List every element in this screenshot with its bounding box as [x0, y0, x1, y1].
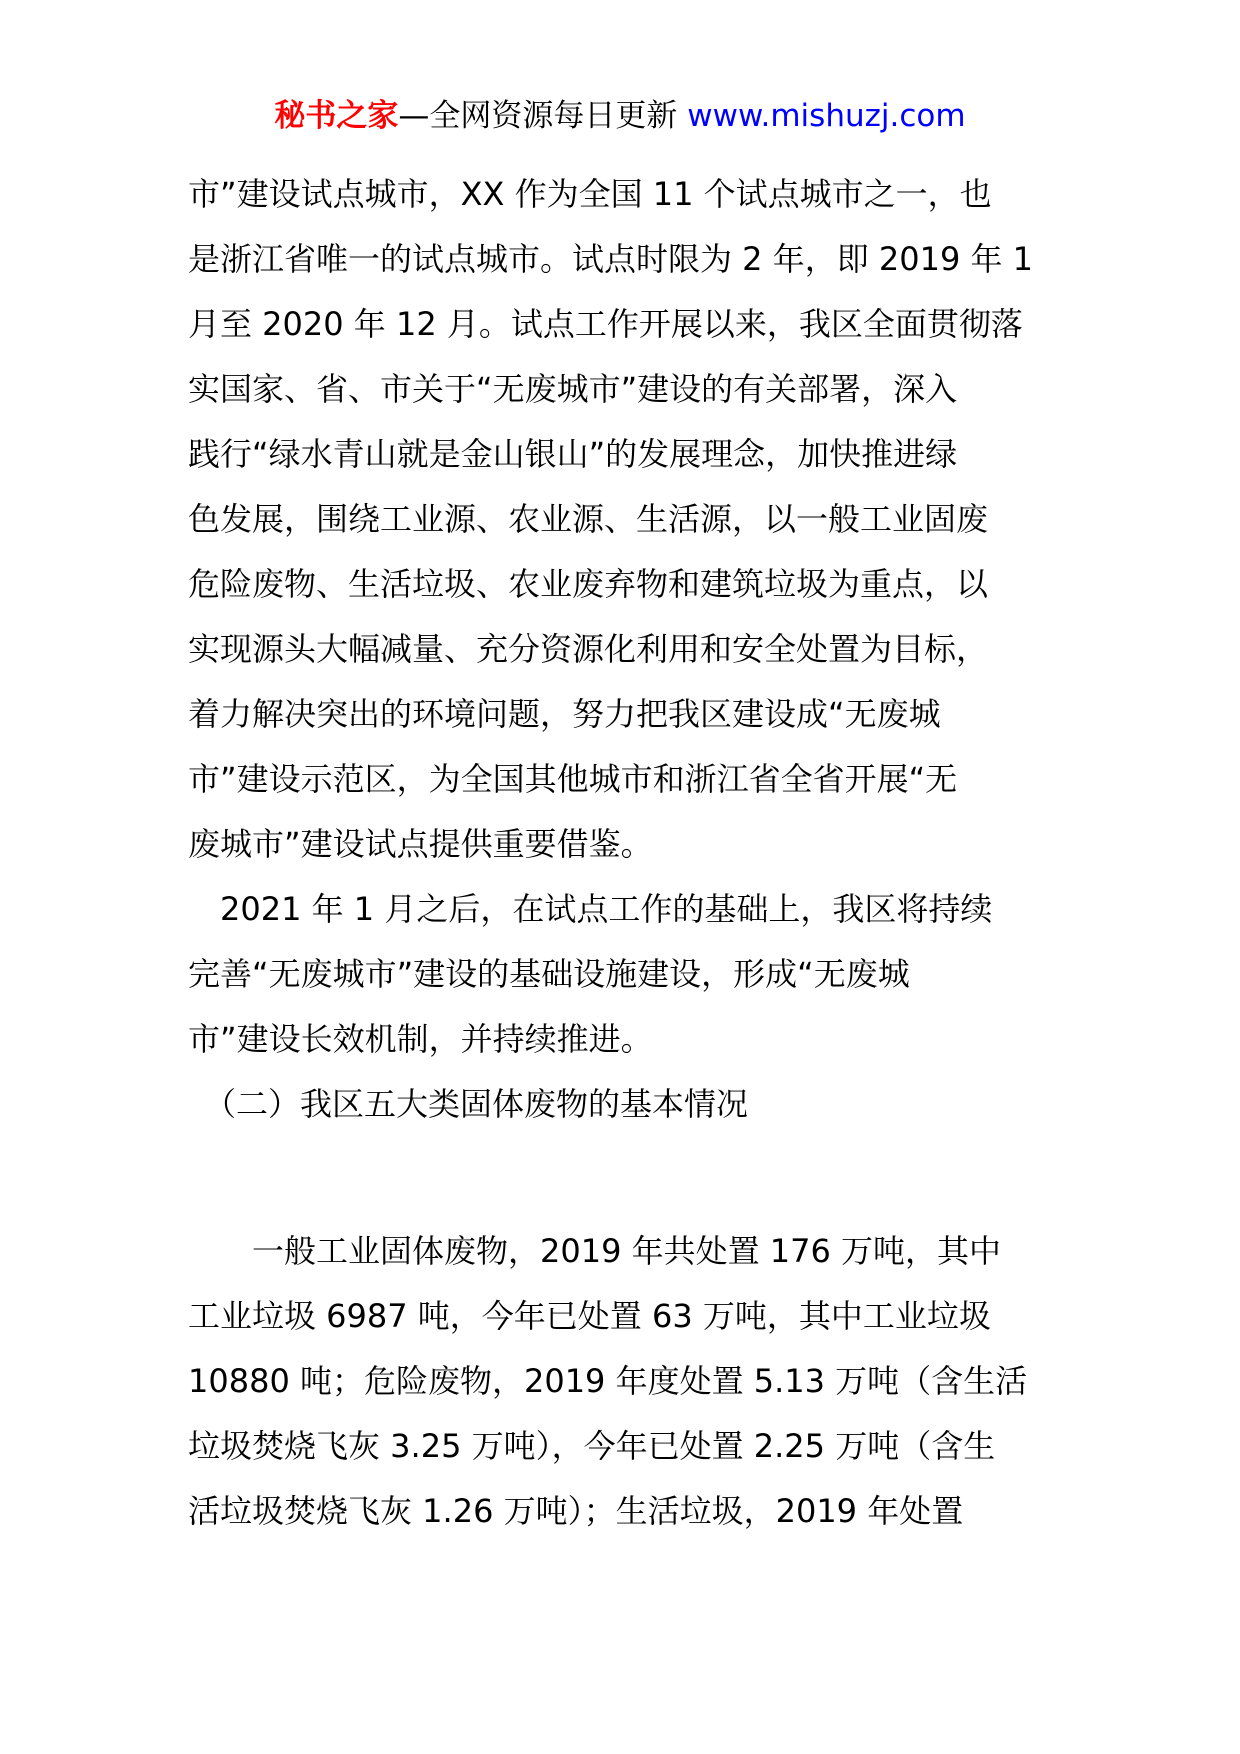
paragraph-line: 月至 2020 年 12 月。试点工作开展以来，我区全面贯彻落 [188, 305, 1023, 343]
paragraph-line: 垃圾焚烧飞灰 3.25 万吨），今年已处置 2.25 万吨（含生 [188, 1427, 996, 1465]
paragraph-line: 着力解决突出的环境问题，努力把我区建设成“无废城 [188, 695, 941, 733]
paragraph-line: 实现源头大幅减量、充分资源化利用和安全处置为目标， [188, 630, 989, 668]
paragraph-line: 市”建设示范区，为全国其他城市和浙江省全省开展“无 [188, 760, 958, 798]
paragraph-line: 是浙江省唯一的试点城市。试点时限为 2 年，即 2019 年 1 [188, 240, 1034, 278]
paragraph-line: 废城市”建设试点提供重要借鉴。 [188, 825, 653, 863]
paragraph-line: 色发展，围绕工业源、农业源、生活源，以一般工业固废 [188, 500, 989, 538]
paragraph-line: 完善“无废城市”建设的基础设施建设，形成“无废城 [188, 955, 910, 993]
paragraph-line: 2021 年 1 月之后，在试点工作的基础上，我区将持续 [188, 890, 993, 928]
paragraph-line: 10880 吨；危险废物，2019 年度处置 5.13 万吨（含生活 [188, 1362, 1028, 1400]
section-heading: （二）我区五大类固体废物的基本情况 [188, 1085, 749, 1123]
header-tagline: —全网资源每日更新 [398, 98, 678, 134]
page-header [0, 96, 1240, 136]
document-body [188, 162, 1068, 1544]
paragraph-line: 活垃圾焚烧飞灰 1.26 万吨）；生活垃圾，2019 年处置 [188, 1492, 964, 1530]
paragraph-line: 践行“绿水青山就是金山银山”的发展理念，加快推进绿 [188, 435, 958, 473]
site-url-link[interactable]: www.mishuzj.com [687, 98, 966, 134]
paragraph-line: 市”建设长效机制，并持续推进。 [188, 1020, 653, 1058]
paragraph-line: 市”建设试点城市，XX 作为全国 11 个试点城市之一，也 [188, 175, 992, 213]
paragraph-line: 危险废物、生活垃圾、农业废弃物和建筑垃圾为重点，以 [188, 565, 989, 603]
brand-name: 秘书之家 [274, 98, 399, 134]
blank-spacer [188, 1137, 1068, 1219]
paragraph-line: 实国家、省、市关于“无废城市”建设的有关部署，深入 [188, 370, 958, 408]
paragraph-line: 一般工业固体废物，2019 年共处置 176 万吨，其中 [188, 1232, 1002, 1270]
paragraph-line: 工业垃圾 6987 吨，今年已处置 63 万吨，其中工业垃圾 [188, 1297, 991, 1335]
